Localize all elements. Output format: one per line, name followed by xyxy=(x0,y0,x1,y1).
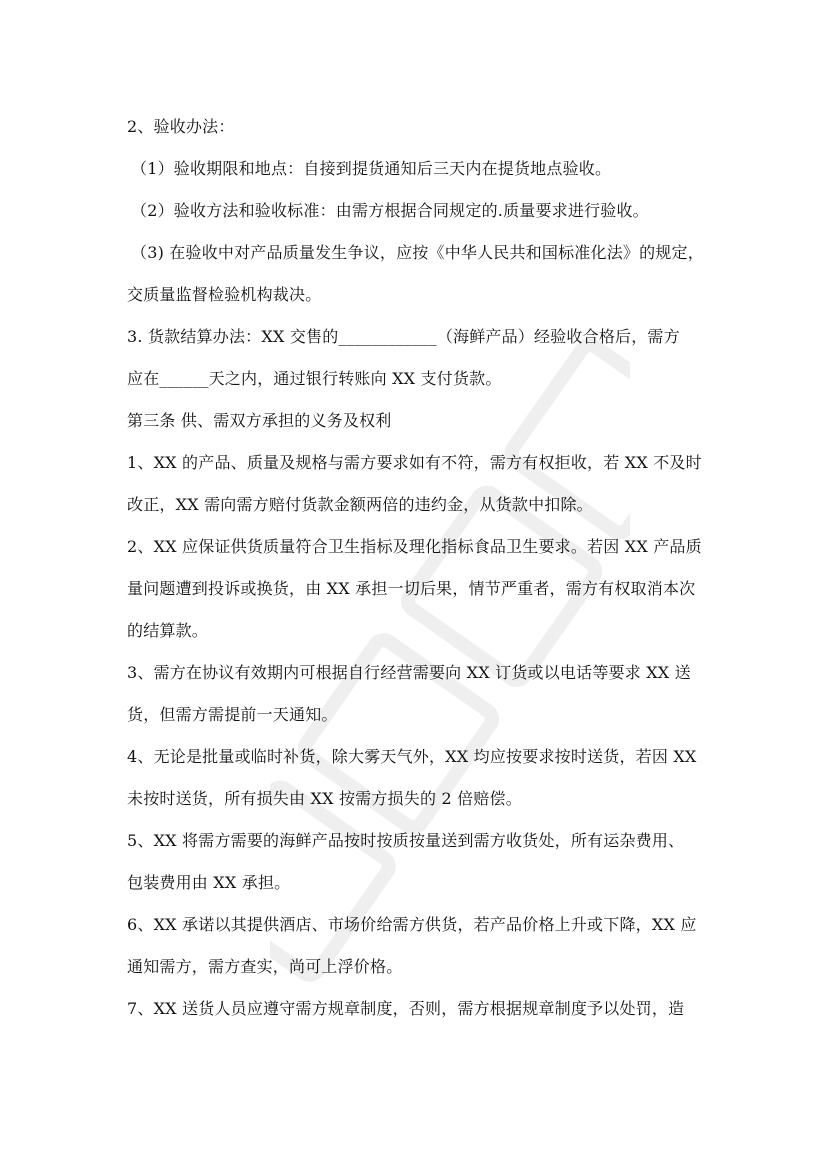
paragraph-line: （1）验收期限和地点：自接到提货通知后三天内在提货地点验收。 xyxy=(131,159,612,178)
paragraph-line: （3) 在验收中对产品质量发生争议，应按《中华人民共和国标准化法》的规定， xyxy=(131,243,704,262)
paragraph-line: 应在______天之内，通过银行转账向 XX 支付货款。 xyxy=(127,369,502,388)
paragraph-line: 改正，XX 需向需方赔付货款金额两倍的违约金，从货款中扣除。 xyxy=(127,495,593,514)
paragraph-line: 通知需方，需方查实，尚可上浮价格。 xyxy=(127,957,403,976)
document-body xyxy=(127,106,707,1030)
paragraph-line: 包装费用由 XX 承担。 xyxy=(127,873,291,892)
paragraph-line: 1、XX 的产品、质量及规格与需方要求如有不符，需方有权拒收，若 XX 不及时 xyxy=(127,453,702,472)
paragraph-line: 交质量监督检验机构裁决。 xyxy=(127,285,322,304)
paragraph-line: 3、需方在协议有效期内可根据自行经营需要向 XX 订货或以电话等要求 XX 送 xyxy=(127,663,691,682)
paragraph-line: 3. 货款结算办法：XX 交售的____________（海鲜产品）经验收合格后，需方 xyxy=(127,327,680,346)
paragraph-line: 的结算款。 xyxy=(127,621,209,640)
paragraph-line: 未按时送货，所有损失由 XX 按需方损失的 2 倍赔偿。 xyxy=(127,789,522,808)
paragraph-line: 2、XX 应保证供货质量符合卫生指标及理化指标食品卫生要求。若因 XX 产品质 xyxy=(127,537,702,556)
paragraph-line: 6、XX 承诺以其提供酒店、市场价给需方供货，若产品价格上升或下降，XX 应 xyxy=(127,915,697,934)
paragraph-line: （2）验收方法和验收标准：由需方根据合同规定的.质量要求进行验收。 xyxy=(131,201,649,220)
paragraph-line: 5、XX 将需方需要的海鲜产品按时按质按量送到需方收货处，所有运杂费用、 xyxy=(127,831,685,850)
paragraph-line: 货，但需方需提前一天通知。 xyxy=(127,705,338,724)
article-heading: 第三条 供、需双方承担的义务及权利 xyxy=(127,411,392,430)
paragraph-line: 7、XX 送货人员应遵守需方规章制度，否则，需方根据规章制度予以处罚，造 xyxy=(127,999,685,1018)
paragraph-line: 量问题遭到投诉或换货，由 XX 承担一切后果，情节严重者，需方有权取消本次 xyxy=(127,579,696,598)
paragraph-line: 4、无论是批量或临时补货，除大雾天气外，XX 均应按要求按时送货，若因 XX xyxy=(127,747,697,766)
section-heading-acceptance: 2、验收办法： xyxy=(127,117,235,136)
